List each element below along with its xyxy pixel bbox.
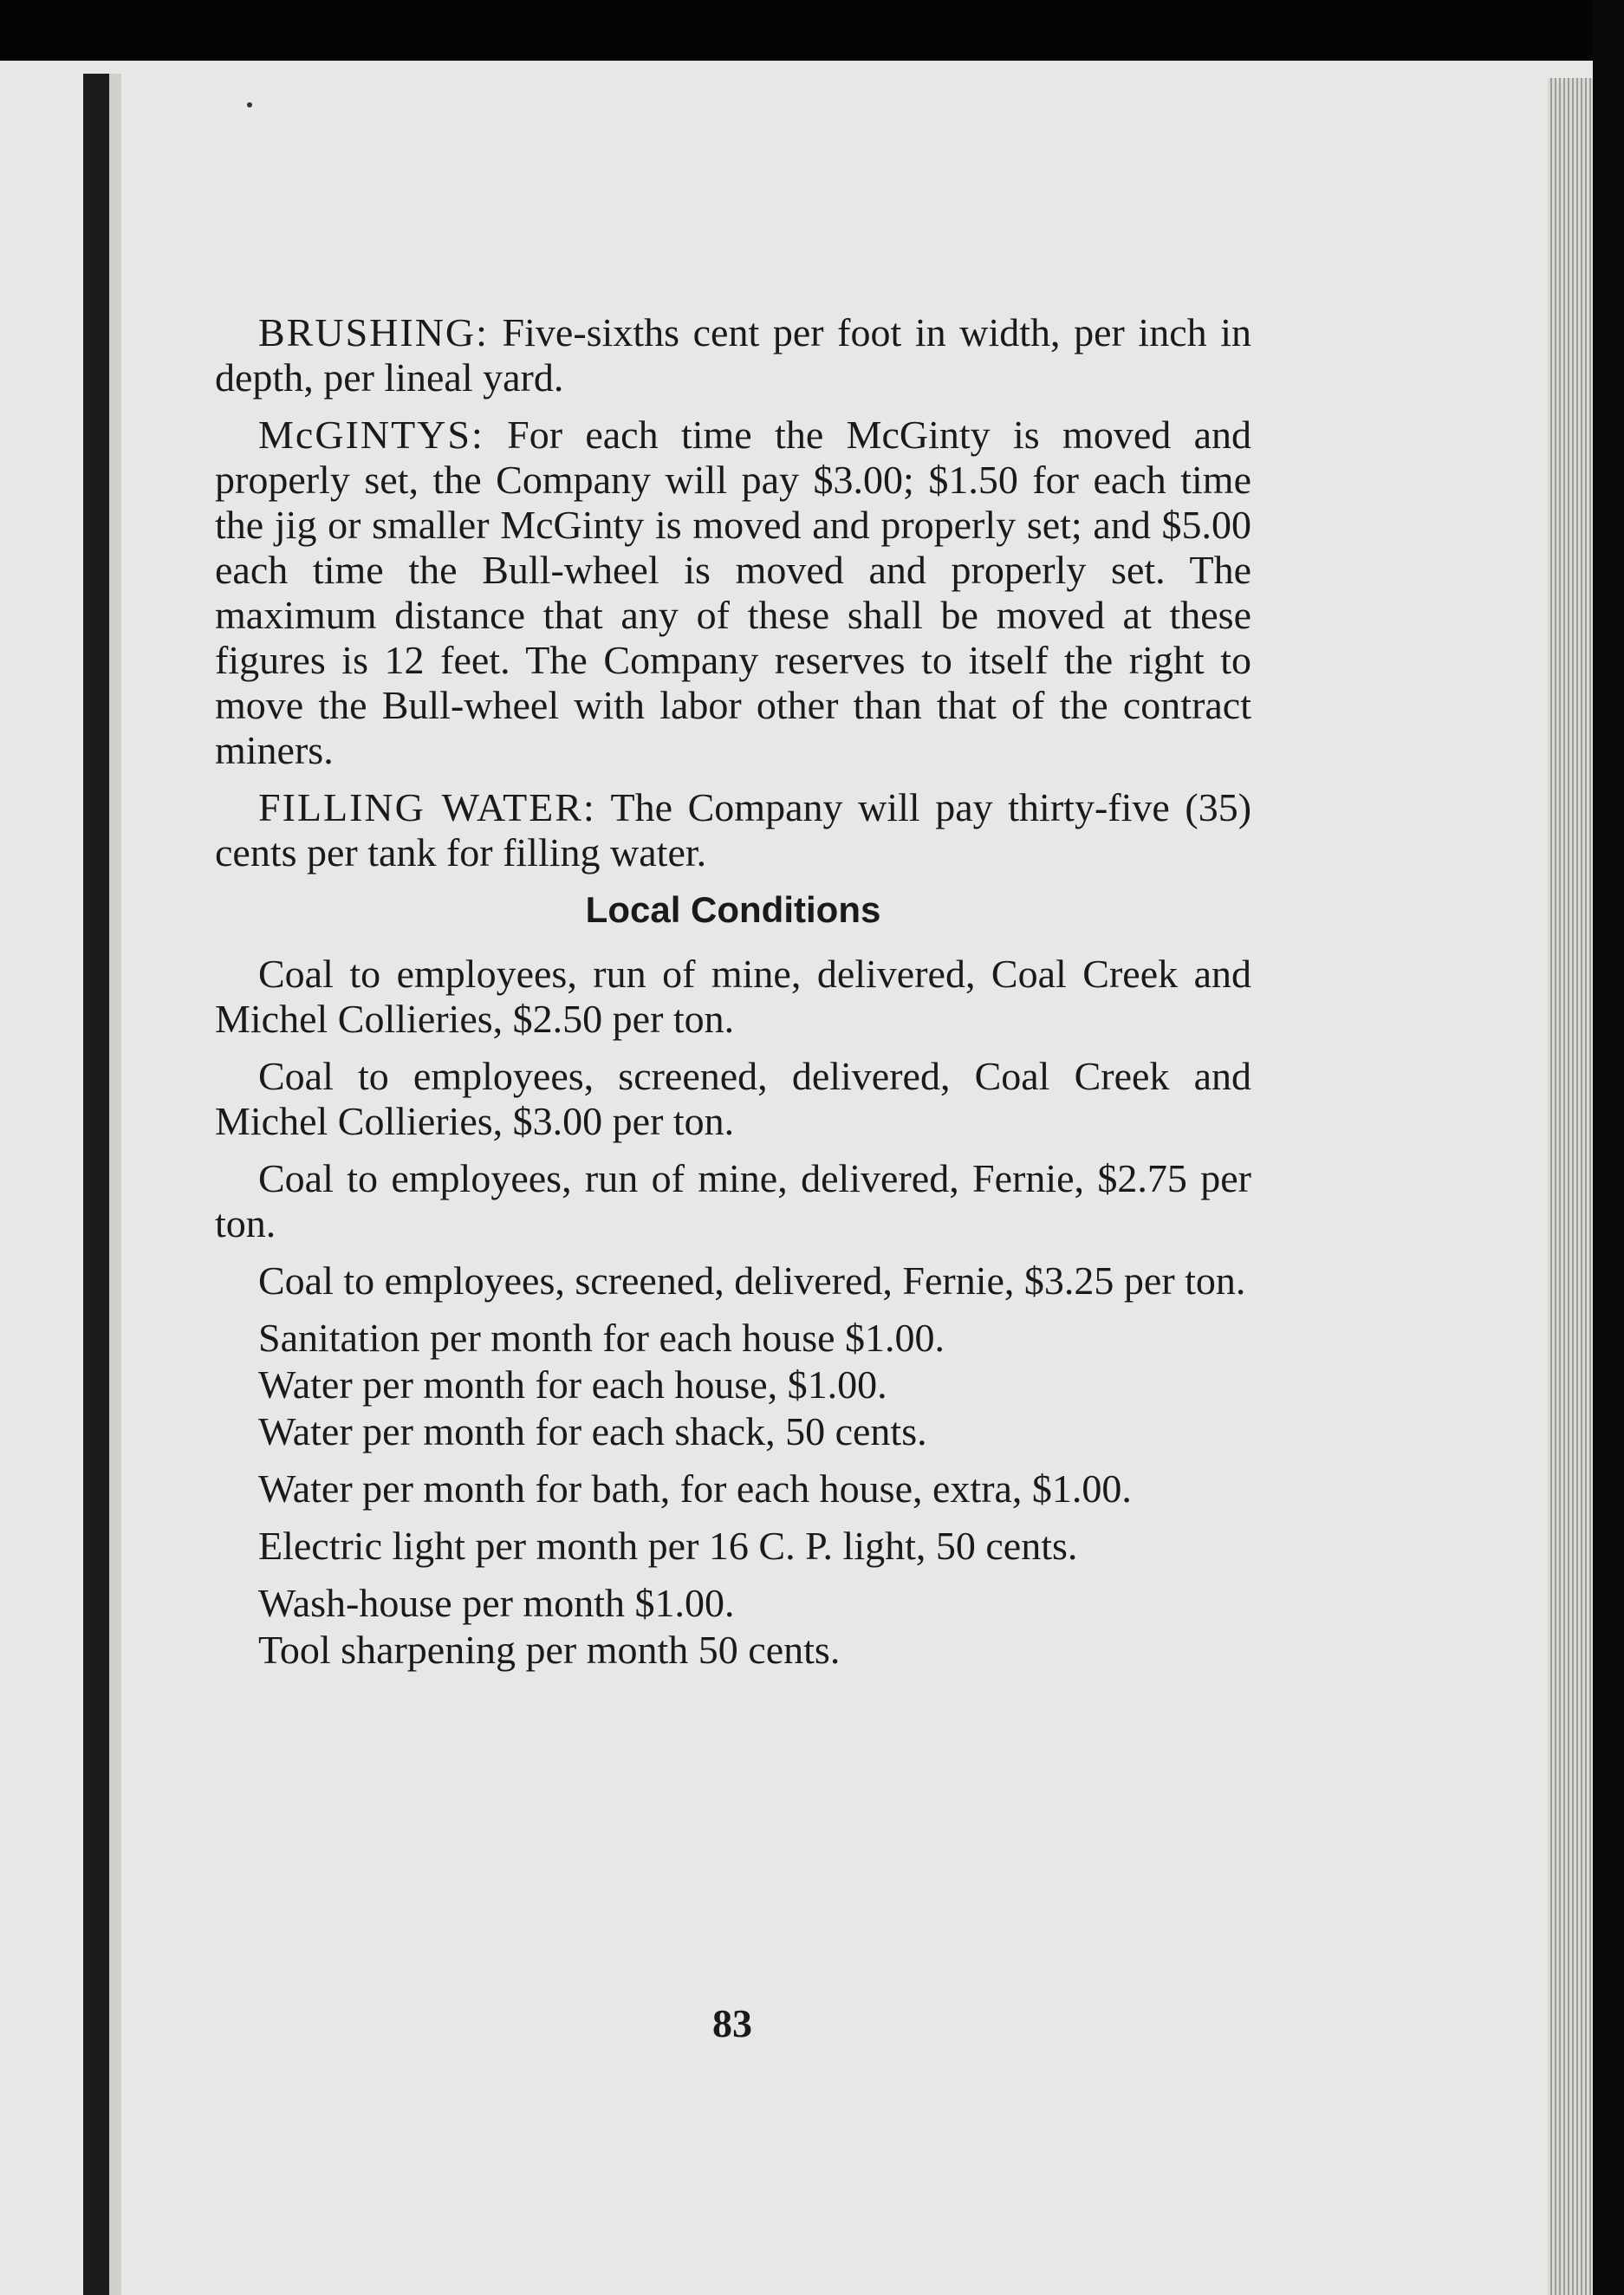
condition-item: Water per month for each shack, 50 cents. [258, 1409, 927, 1453]
term-label: BRUSHING: [258, 310, 489, 354]
scan-top-border [0, 0, 1624, 65]
term-text: The Company will pay thirty-five (35) cents per tank for filling water. [215, 785, 1252, 874]
condition-item: Wash-house per month $1.00. [258, 1581, 735, 1625]
term-text: For each time the McGinty is moved and properly set, the Company will pay $3.00; $1.50 for each time the jig or smaller McGinty is moved and properly set; and $5.00 each time the Bull-wheel is moved and properly set. The maximum distance that any of these shall be moved at these figures is 12 feet. The Company reserves to itself the right to move the Bull-wheel with labor other than that of the contract miners. [215, 413, 1251, 772]
term-label: FILLING WATER: [258, 785, 596, 829]
section-heading: Local Conditions [585, 889, 881, 930]
condition-item: Water per month for each house, $1.00. [258, 1362, 887, 1407]
scan-right-border [1593, 0, 1624, 2295]
paragraph-mcgintys [215, 413, 1251, 773]
condition-item: Water per month for bath, for each house, extra, $1.00. [258, 1466, 1132, 1511]
page-number: 83 [712, 2001, 752, 2045]
condition-item: Coal to employees, run of mine, delivered, Coal Creek and Michel Collieries, $2.50 per ton. [215, 952, 1251, 1041]
condition-item: Sanitation per month for each house $1.00. [258, 1316, 945, 1360]
book-spine-shadow [83, 74, 109, 2295]
condition-item: Coal to employees, screened, delivered, Fernie, $3.25 per ton. [258, 1258, 1246, 1303]
term-label: McGINTYS: [258, 413, 484, 457]
paragraph-brushing [215, 310, 1251, 400]
condition-item: Tool sharpening per month 50 cents. [258, 1628, 841, 1672]
scan-speck [247, 102, 252, 107]
paragraph-filling-water [215, 785, 1251, 875]
condition-item: Electric light per month per 16 C. P. light, 50 cents. [258, 1524, 1078, 1568]
condition-item: Coal to employees, screened, delivered, Coal Creek and Michel Collieries, $3.00 per ton. [215, 1054, 1251, 1143]
book-gutter [109, 74, 121, 2295]
page-edges [1548, 78, 1593, 2295]
page-body [215, 310, 1251, 1674]
condition-item: Coal to employees, run of mine, delivered, Fernie, $2.75 per ton. [215, 1156, 1251, 1245]
term-text: Five-sixths cent per foot in width, per inch in depth, per lineal yard. [215, 310, 1252, 400]
